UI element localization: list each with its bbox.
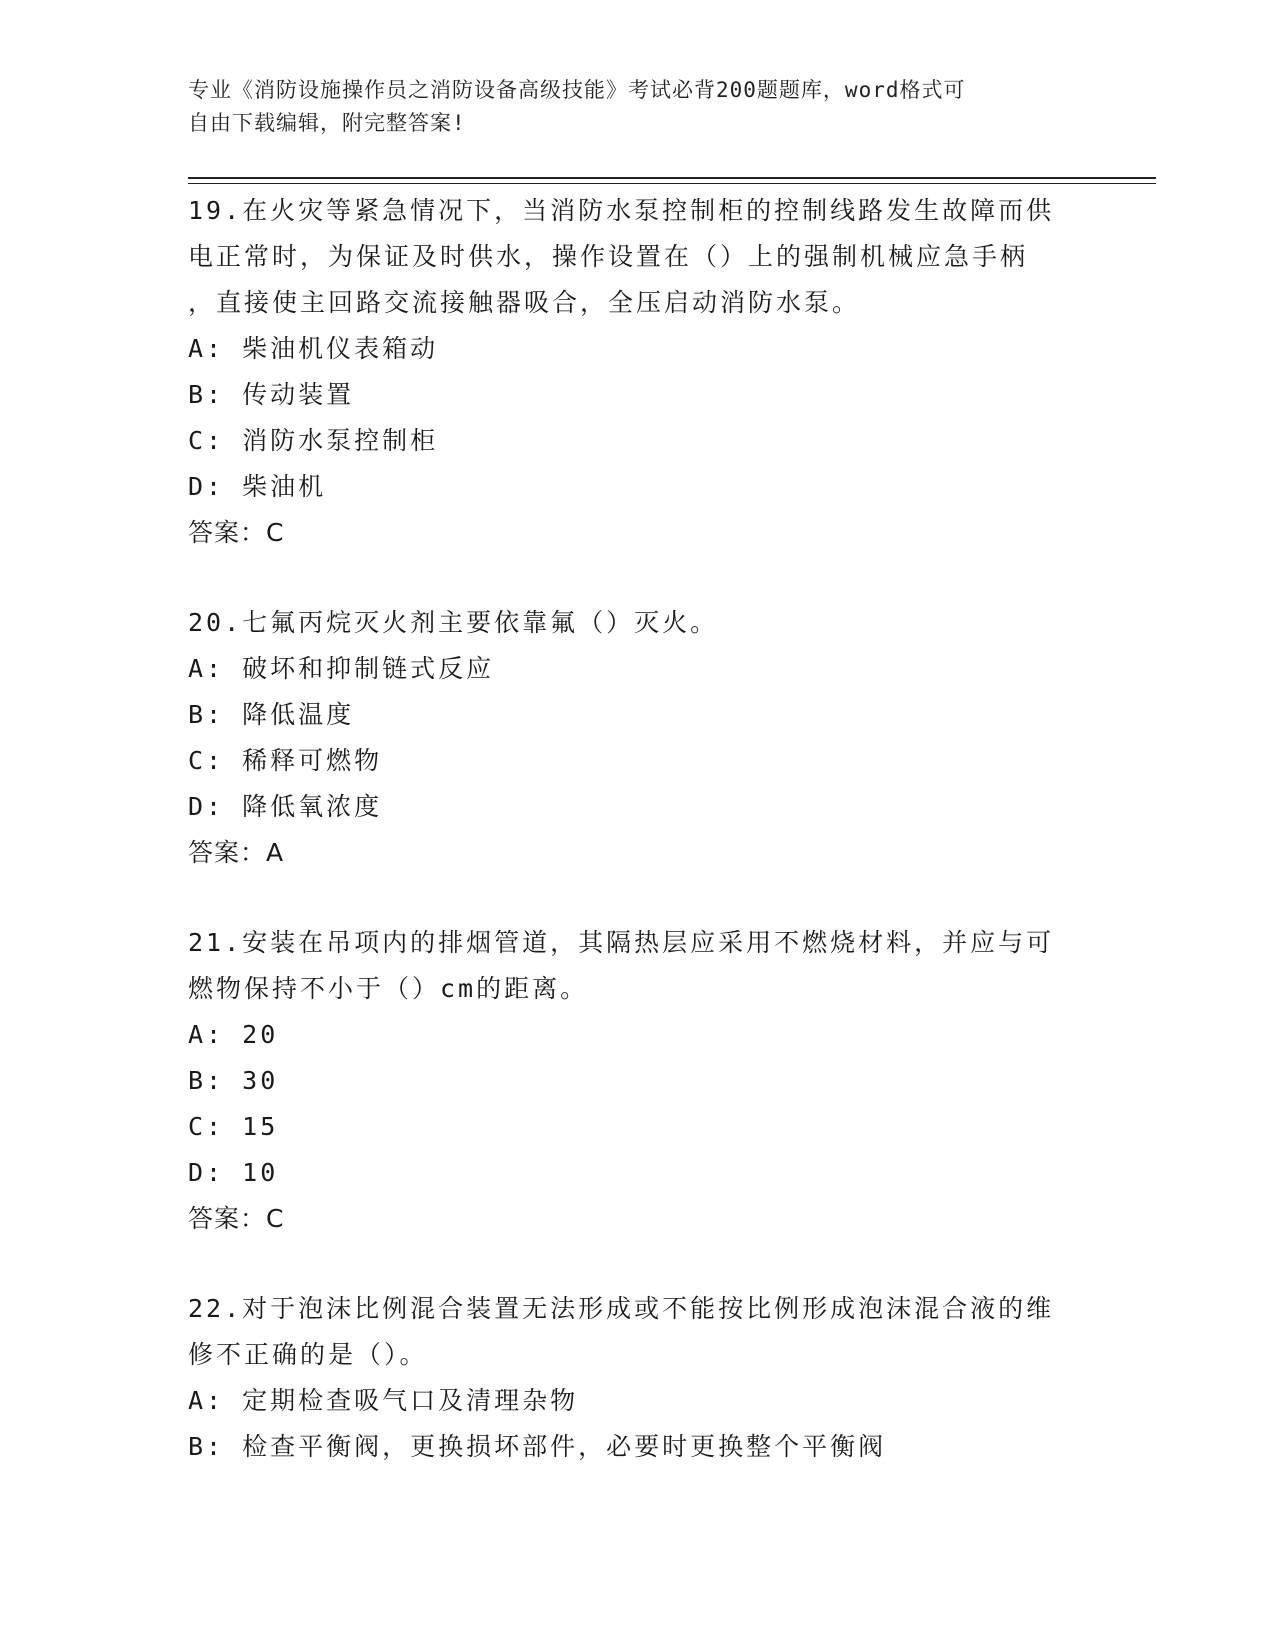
question-19 xyxy=(188,188,1088,556)
question-text-line: ，直接使主回路交流接触器吸合，全压启动消防水泵。 xyxy=(188,288,861,317)
question-text-line: 修不正确的是（）。 xyxy=(188,1340,428,1369)
option-c: C: 15 xyxy=(188,1112,279,1141)
option-d: D: 10 xyxy=(188,1158,279,1187)
question-text-line: 19.在火灾等紧急情况下，当消防水泵控制柜的控制线路发生故障而供 xyxy=(188,196,1055,225)
question-text-line: 22.对于泡沫比例混合装置无法形成或不能按比例形成泡沫混合液的维 xyxy=(188,1294,1055,1323)
option-a: A: 定期检查吸气口及清理杂物 xyxy=(188,1386,579,1415)
spacer xyxy=(188,1242,1088,1286)
question-text-line: 燃物保持不小于（）cm的距离。 xyxy=(188,974,589,1003)
answer: 答案：C xyxy=(188,518,285,547)
option-b: B: 传动装置 xyxy=(188,380,355,409)
header-divider-thick xyxy=(188,177,1156,179)
answer: 答案：C xyxy=(188,1204,285,1233)
option-a: A: 20 xyxy=(188,1020,279,1049)
option-c: C: 消防水泵控制柜 xyxy=(188,426,439,455)
option-a: A: 柴油机仪表箱动 xyxy=(188,334,439,363)
header-line-2: 自由下载编辑，附完整答案! xyxy=(188,111,466,135)
question-text-line: 电正常时，为保证及时供水，操作设置在（）上的强制机械应急手柄 xyxy=(188,242,1029,271)
question-text-line: 20.七氟丙烷灭火剂主要依靠氟（）灭火。 xyxy=(188,608,719,637)
option-b: B: 检查平衡阀，更换损坏部件，必要时更换整个平衡阀 xyxy=(188,1432,887,1461)
question-20 xyxy=(188,600,1088,876)
header-divider-thin xyxy=(188,183,1156,184)
option-b: B: 30 xyxy=(188,1066,279,1095)
question-21 xyxy=(188,920,1088,1242)
option-c: C: 稀释可燃物 xyxy=(188,746,383,775)
option-d: D: 降低氧浓度 xyxy=(188,792,383,821)
document-header xyxy=(188,74,1068,140)
option-a: A: 破坏和抑制链式反应 xyxy=(188,654,495,683)
header-line-1: 专业《消防设施操作员之消防设备高级技能》考试必背200题题库，word格式可 xyxy=(188,78,966,102)
spacer xyxy=(188,876,1088,920)
answer: 答案：A xyxy=(188,838,285,867)
option-b: B: 降低温度 xyxy=(188,700,355,729)
spacer xyxy=(188,556,1088,600)
question-list xyxy=(188,188,1088,1470)
question-text-line: 21.安装在吊项内的排烟管道，其隔热层应采用不燃烧材料，并应与可 xyxy=(188,928,1055,957)
question-22 xyxy=(188,1286,1088,1470)
option-d: D: 柴油机 xyxy=(188,472,327,501)
